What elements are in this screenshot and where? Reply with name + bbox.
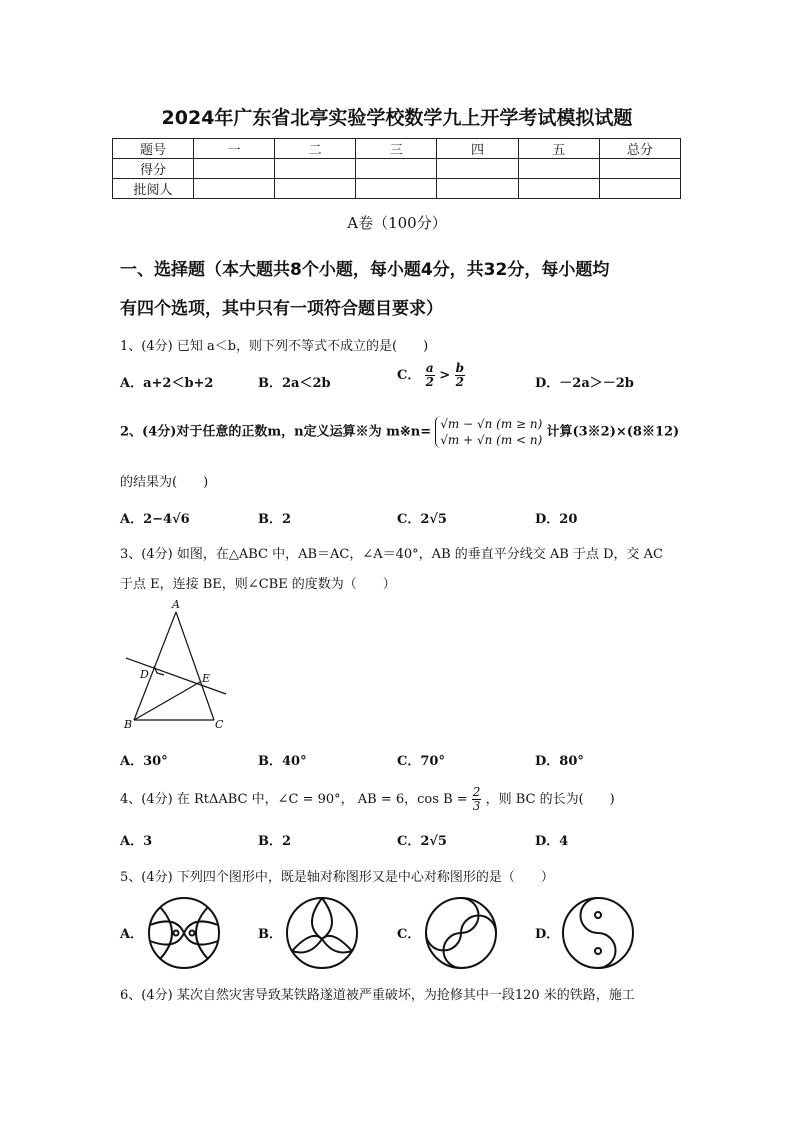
question-5-stem: 5、(4分) 下列四个图形中，既是轴对称图形又是中心对称图形的是（ ） bbox=[120, 870, 554, 885]
q1-option-b: B．2a＜2b bbox=[258, 376, 331, 391]
score-header-cell: 题号 bbox=[113, 139, 194, 159]
q2-option-d: D．20 bbox=[535, 512, 578, 527]
question-1-stem: 1、(4分) 已知 a＜b，则下列不等式不成立的是( ) bbox=[120, 339, 429, 354]
q1-option-d: D．－2a＞－2b bbox=[535, 376, 634, 391]
score-cell bbox=[356, 179, 437, 199]
question-4-stem-b: ，则 BC 的长为( ) bbox=[485, 792, 615, 807]
yin-yang-figure bbox=[560, 895, 636, 971]
score-header-cell: 一 bbox=[194, 139, 275, 159]
vertex-label-b: B bbox=[124, 718, 133, 731]
outer-circle bbox=[287, 898, 357, 968]
point-label-d: D bbox=[140, 668, 149, 681]
triangle-figure bbox=[118, 596, 233, 736]
s-curve bbox=[581, 898, 616, 968]
q4-option-a: A．3 bbox=[120, 834, 153, 849]
score-cell bbox=[518, 159, 599, 179]
score-cell bbox=[599, 159, 680, 179]
question-6-stem: 6、(4分) 某次自然灾害导致某铁路遂道被严重破坏，为抢修其中一段120 米的铁路，施工 bbox=[120, 988, 635, 1003]
score-cell bbox=[437, 159, 518, 179]
question-2-stem-b: 计算(3※2)×(8※12) bbox=[546, 424, 680, 440]
side-ac bbox=[176, 612, 214, 720]
q4-option-d: D．4 bbox=[535, 834, 569, 849]
arc-right bbox=[196, 907, 208, 959]
question-3-stem-b: 于点 E，连接 BE，则∠CBE 的度数为（ ） bbox=[120, 577, 396, 592]
fraction bbox=[472, 786, 482, 813]
petal-left bbox=[292, 936, 322, 953]
piecewise-case-2: √m + √n (m < n) bbox=[440, 433, 543, 447]
score-cell bbox=[599, 179, 680, 199]
q5-option-d: D． bbox=[535, 927, 560, 942]
fraction-denominator: 3 bbox=[472, 799, 481, 813]
arc-left bbox=[160, 907, 172, 959]
score-table bbox=[112, 138, 681, 199]
q3-option-d: D．80° bbox=[535, 754, 584, 769]
vertex-label-c: C bbox=[215, 718, 224, 731]
question-3-stem-a: 3、(4分) 如图，在△ABC 中，AB＝AC，∠A＝40°，AB 的垂直平分线交 AB 于点 D，交 AC bbox=[120, 547, 663, 562]
question-4-stem-a: 4、(4分) 在 RtΔABC 中，∠C = 90°， AB = 6，cos B = bbox=[120, 792, 468, 807]
q3-option-c: C．70° bbox=[397, 754, 445, 769]
dot-top bbox=[595, 912, 601, 918]
fraction-numerator: b bbox=[455, 361, 465, 375]
fraction-denominator: 2 bbox=[425, 375, 434, 389]
q4-option-c: C．2√5 bbox=[397, 834, 447, 849]
section-heading-line1: 一、选择题（本大题共8个小题，每小题4分，共32分，每小题均 bbox=[120, 260, 610, 280]
fraction bbox=[455, 362, 465, 389]
piecewise-definition bbox=[435, 416, 542, 448]
operator: > bbox=[439, 368, 451, 383]
question-2-stem bbox=[120, 416, 679, 448]
q4-option-b: B．2 bbox=[258, 834, 292, 849]
q2-option-a: A．2−4√6 bbox=[120, 512, 190, 527]
dot-right bbox=[190, 931, 195, 936]
s-curve-horizontal bbox=[426, 916, 496, 951]
symbol-c-figure bbox=[423, 895, 499, 971]
fraction-denominator: 2 bbox=[455, 375, 465, 389]
question-4-stem bbox=[120, 786, 615, 813]
q3-option-a: A．30° bbox=[120, 754, 168, 769]
side-ab bbox=[134, 612, 176, 720]
point-label-e: E bbox=[202, 672, 211, 685]
score-row bbox=[113, 179, 681, 199]
q2-option-b: B．2 bbox=[258, 512, 292, 527]
q5-option-b: B． bbox=[258, 927, 282, 942]
score-table-header bbox=[113, 139, 681, 159]
score-row-label: 批阅人 bbox=[113, 179, 194, 199]
score-row-label: 得分 bbox=[113, 159, 194, 179]
q3-option-b: B．40° bbox=[258, 754, 307, 769]
question-2-stem-c: 的结果为( ) bbox=[120, 475, 209, 490]
score-row bbox=[113, 159, 681, 179]
symbol-b-figure bbox=[284, 895, 360, 971]
q5-option-c: C． bbox=[397, 927, 421, 942]
score-cell bbox=[194, 159, 275, 179]
score-cell bbox=[518, 179, 599, 199]
section-heading-line2: 有四个选项，其中只有一项符合题目要求） bbox=[120, 299, 443, 319]
petal-right bbox=[322, 936, 352, 953]
question-2-stem-a: 2、(4分)对于任意的正数m，n定义运算※为 m※n= bbox=[120, 424, 432, 440]
exam-title: 2024年广东省北亭实验学校数学九上开学考试模拟试题 bbox=[161, 107, 633, 129]
q1-option-a: A．a+2＜b+2 bbox=[120, 376, 214, 391]
q1-option-c-prefix: C． bbox=[397, 368, 421, 383]
score-cell bbox=[356, 159, 437, 179]
symbol-a-figure bbox=[146, 895, 222, 971]
score-cell bbox=[437, 179, 518, 199]
score-header-cell: 三 bbox=[356, 139, 437, 159]
vertex-label-a: A bbox=[172, 598, 180, 611]
fraction-numerator: 2 bbox=[472, 785, 481, 799]
fraction-numerator: a bbox=[425, 361, 434, 375]
q1-option-c bbox=[397, 362, 465, 389]
score-cell bbox=[194, 179, 275, 199]
dot-bottom bbox=[595, 948, 601, 954]
paper-label: A卷（100分） bbox=[347, 214, 447, 232]
score-cell bbox=[275, 179, 356, 199]
score-header-cell: 五 bbox=[518, 139, 599, 159]
score-header-cell: 四 bbox=[437, 139, 518, 159]
score-header-cell: 二 bbox=[275, 139, 356, 159]
piecewise-case-1: √m − √n (m ≥ n) bbox=[440, 417, 543, 431]
score-header-cell: 总分 bbox=[599, 139, 680, 159]
q2-option-c: C．2√5 bbox=[397, 512, 447, 527]
score-cell bbox=[275, 159, 356, 179]
segment-be bbox=[134, 682, 200, 720]
fraction bbox=[425, 362, 435, 389]
dot-left bbox=[174, 931, 179, 936]
q5-option-a: A． bbox=[120, 927, 144, 942]
petal-top bbox=[312, 898, 332, 939]
